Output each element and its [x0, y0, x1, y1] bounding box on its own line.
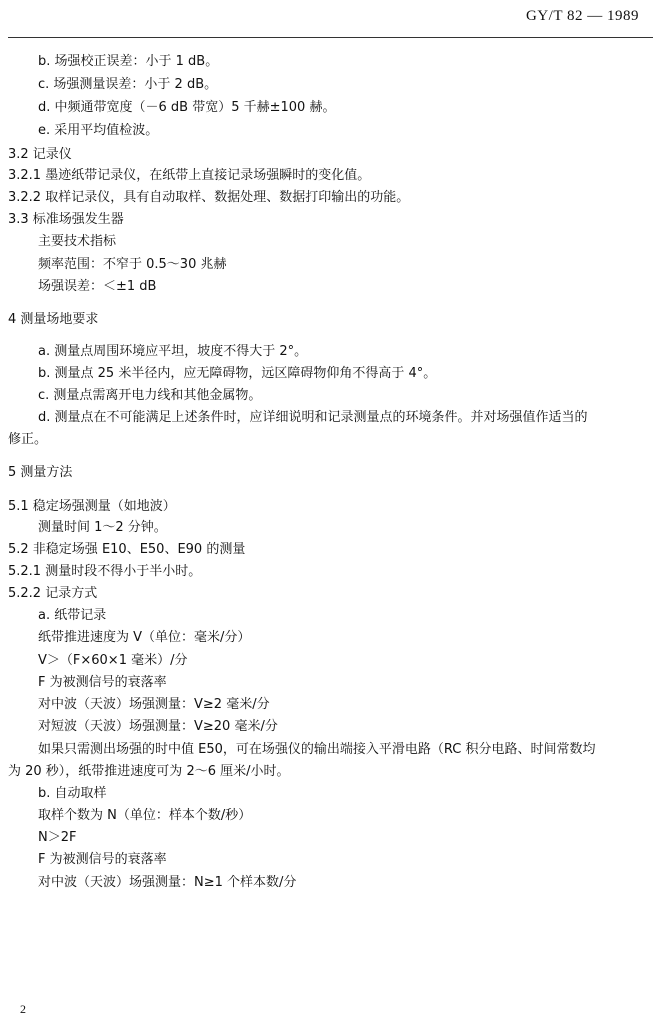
text-line: F 为被测信号的衰落率 — [38, 675, 167, 690]
page-number: 2 — [20, 1002, 26, 1016]
text-line: 对中波（天波）场强测量：N≥1 个样本数/分 — [38, 875, 297, 890]
header-rule — [8, 37, 653, 38]
text-line: 测量时间 1～2 分钟。 — [38, 520, 167, 535]
text-line: 对短波（天波）场强测量：V≥20 毫米/分 — [38, 719, 278, 734]
text-line: 频率范围：不窄于 0.5～30 兆赫 — [38, 257, 227, 272]
text-line: c. 测量点需离开电力线和其他金属物。 — [38, 388, 262, 403]
section-heading: 5.2 非稳定场强 E10、E50、E90 的测量 — [8, 542, 246, 557]
text-line: a. 测量点周围环境应平坦，坡度不得大于 2°。 — [38, 344, 308, 359]
section-heading: 3.3 标准场强发生器 — [8, 212, 124, 227]
text-line: 3.2.2 取样记录仪，具有自动取样、数据处理、数据打印输出的功能。 — [8, 190, 410, 205]
section-heading: 4 测量场地要求 — [8, 312, 99, 327]
text-line: d. 测量点在不可能满足上述条件时，应详细说明和记录测量点的环境条件。并对场强值作适当的 — [38, 410, 588, 425]
text-line: N＞2F — [38, 830, 77, 845]
text-line: 3.2.1 墨迹纸带记录仪，在纸带上直接记录场强瞬时的变化值。 — [8, 168, 371, 183]
section-heading: 5.2.2 记录方式 — [8, 586, 98, 601]
page-header: GY/T 82 — 1989 — [526, 8, 639, 24]
text-line: a. 纸带记录 — [38, 608, 107, 623]
text-line: 对中波（天波）场强测量：V≥2 毫米/分 — [38, 697, 270, 712]
text-line: 修正。 — [8, 432, 48, 447]
text-line: 主要技术指标 — [38, 234, 117, 249]
text-line: V＞（F×60×1 毫米）/分 — [38, 653, 188, 668]
section-heading: 3.2 记录仪 — [8, 147, 72, 162]
section-heading: 5 测量方法 — [8, 465, 73, 480]
section-heading: 5.1 稳定场强测量（如地波） — [8, 499, 176, 514]
text-line: b. 场强校正误差：小于 1 dB。 — [38, 54, 219, 69]
text-line: F 为被测信号的衰落率 — [38, 852, 167, 867]
text-line: b. 自动取样 — [38, 786, 107, 801]
text-line: 场强误差：＜±1 dB — [38, 279, 157, 294]
text-line: 纸带推进速度为 V（单位：毫米/分） — [38, 630, 251, 645]
text-line: c. 场强测量误差：小于 2 dB。 — [38, 77, 218, 92]
text-line: 如果只需测出场强的时中值 E50，可在场强仪的输出端接入平滑电路（RC 积分电路、时间常数均 — [38, 742, 596, 757]
text-line: 5.2.1 测量时段不得小于半小时。 — [8, 564, 202, 579]
text-line: 为 20 秒），纸带推进速度可为 2～6 厘米/小时。 — [8, 764, 290, 779]
text-line: 取样个数为 N（单位：样本个数/秒） — [38, 808, 252, 823]
text-line: b. 测量点 25 米半径内，应无障碍物，远区障碍物仰角不得高于 4°。 — [38, 366, 437, 381]
text-line: e. 采用平均值检波。 — [38, 123, 159, 138]
text-line: d. 中频通带宽度（－6 dB 带宽）5 千赫±100 赫。 — [38, 100, 336, 115]
